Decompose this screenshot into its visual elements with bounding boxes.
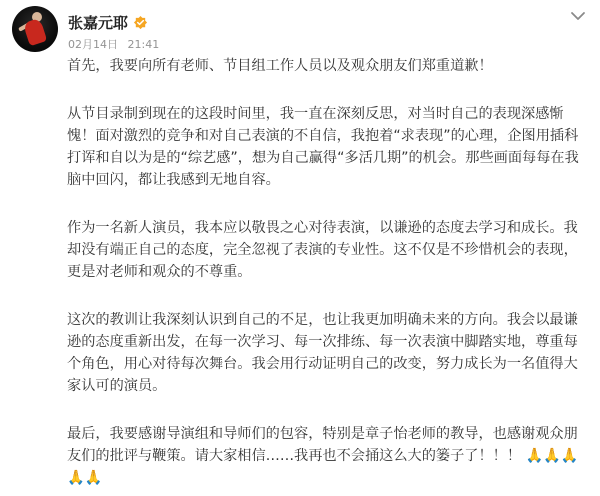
post-meta: [68, 36, 165, 52]
post-paragraph-2: 从节目录制到现在的这段时间里，我一直在深刻反思，对当时自己的表现深感惭愧！面对激烈的竞争和对自己表演的不自信，我抱着“求表现”的心理，企图用插科打诨和自以为是的“综艺感”，想为自己赢得“多活几期”的机会。那些画面每每在我脑中回闪，都让我感到无地自容。: [67, 106, 579, 188]
avatar[interactable]: [12, 6, 58, 52]
post-paragraph-3: 作为一名新人演员，我本应以敬畏之心对待表演，以谦逊的态度去学习和成长。我却没有端正自己的态度，完全忽视了表演的专业性。这不仅是不珍惜机会的表现，更是对老师和观众的不尊重。: [67, 220, 578, 280]
post-content: [67, 55, 587, 496]
post-header: [12, 6, 588, 56]
verified-badge-icon: [133, 15, 148, 30]
author-name[interactable]: 张嘉元耶: [68, 13, 129, 32]
post-paragraph-4: 这次的教训让我深刻认识到自己的不足，也让我更加明确未来的方向。我会以最谦逊的态度重新出发，在每一次学习、每一次排练、每一次表演中脚踏实地，尊重每个角色，用心对待每次舞台。我会用行动证明自己的改变，努力成长为一名值得大家认可的演员。: [67, 312, 578, 394]
post-time: 21:41: [127, 38, 160, 51]
author-row: [68, 12, 148, 32]
post-paragraph-5: 最后，我要感谢导演组和导师们的包容，特别是章子怡老师的教导，也感谢观众朋友们的批评与鞭策。请大家相信……我再也不会捅这么大的篓子了！！！ 🙏🙏🙏🙏🙏: [67, 426, 579, 486]
avatar-figure-body: [23, 18, 48, 46]
post-date: 02月14日: [68, 38, 118, 51]
post-paragraph-1: 首先，我要向所有老师、节目组工作人员以及观众朋友们郑重道歉！: [67, 58, 493, 74]
more-chevron-icon[interactable]: [568, 10, 588, 22]
